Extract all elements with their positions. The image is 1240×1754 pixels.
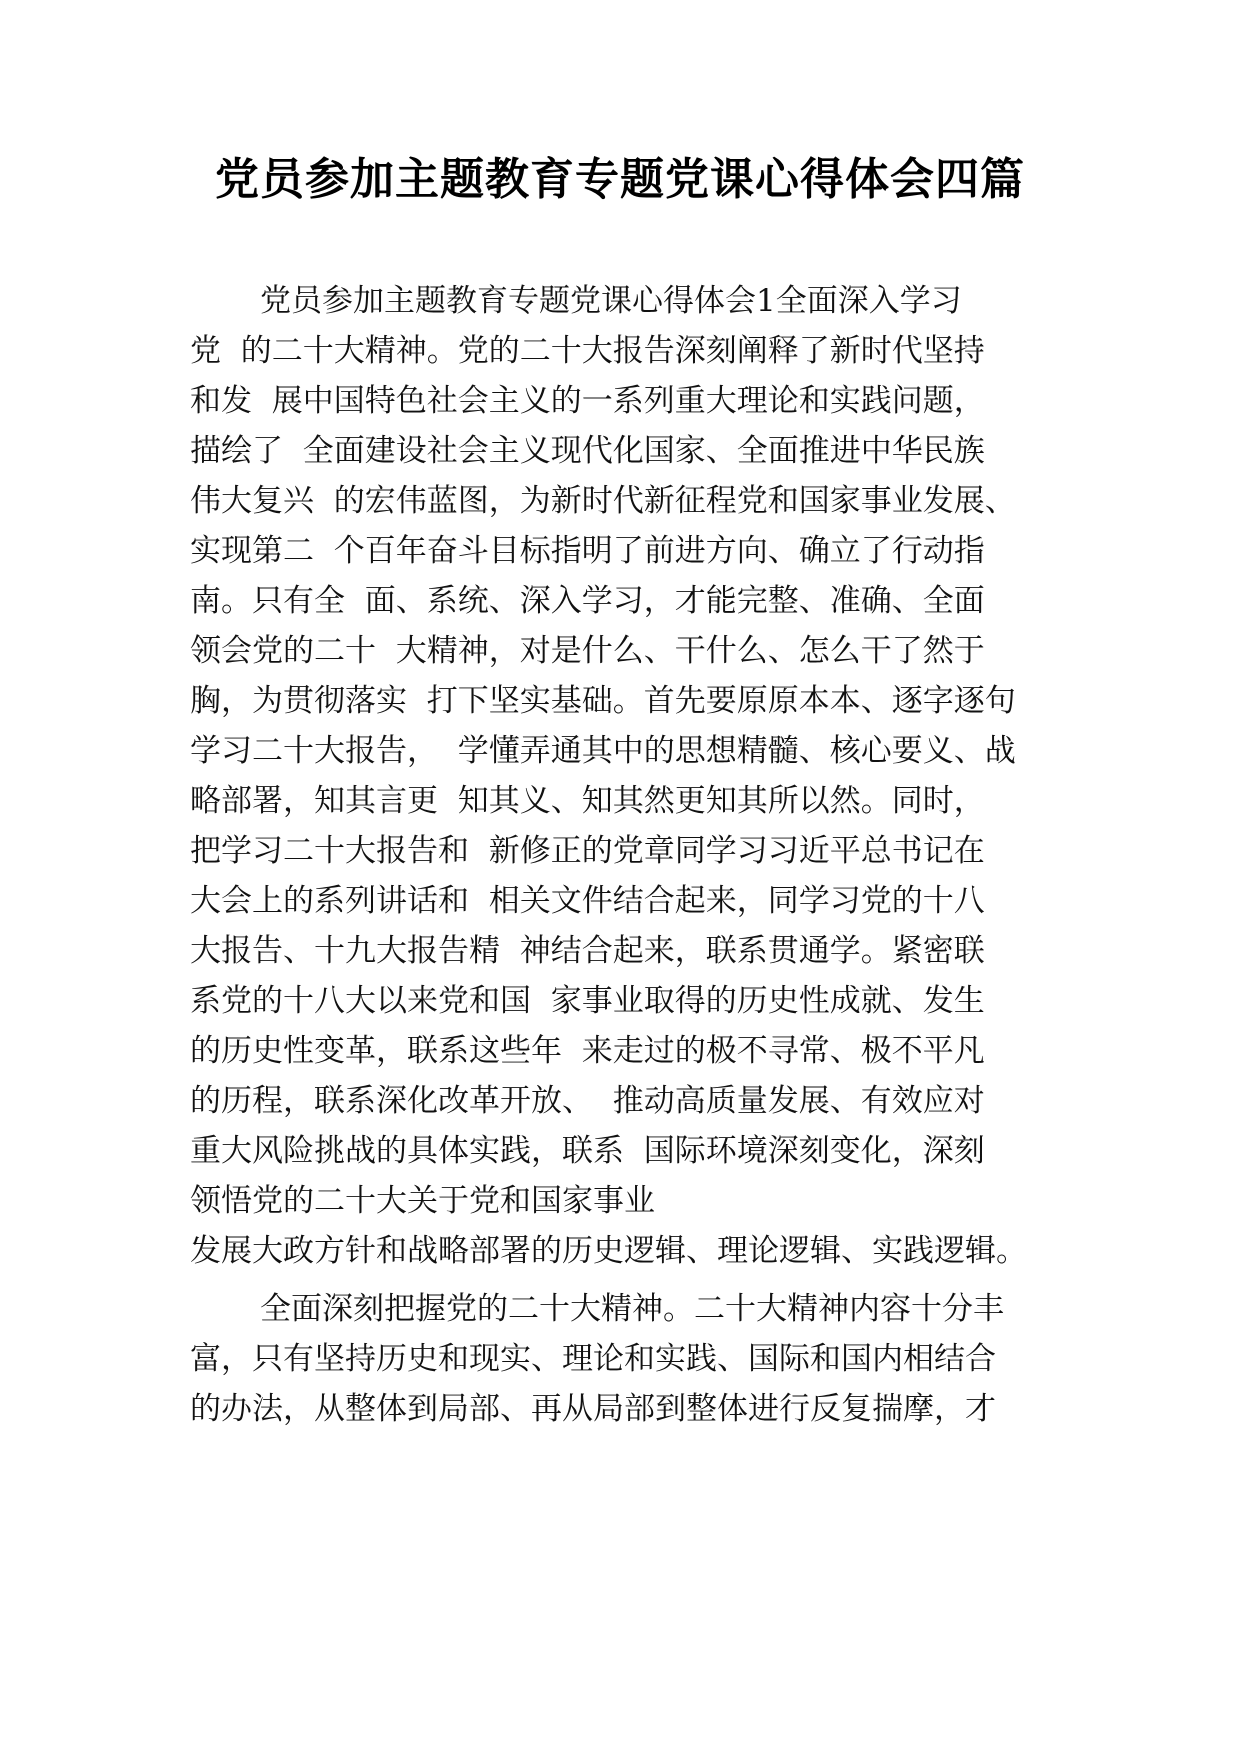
text-line: 领悟党的二十大关于党和国家事业: [190, 1183, 655, 1219]
document-title: 党员参加主题教育专题党课心得体会四篇: [215, 154, 1025, 205]
text-line: 党 的二十大精神。党的二十大报告深刻阐释了新时代坚持: [190, 333, 985, 369]
text-line: 全面深刻把握党的二十大精神。二十大精神内容十分丰: [260, 1291, 1004, 1327]
text-line: 系党的十八大以来党和国 家事业取得的历史性成就、发生: [190, 983, 985, 1019]
text-line: 和发 展中国特色社会主义的一系列重大理论和实践问题，: [190, 383, 985, 419]
paragraph-1: [190, 276, 1070, 1276]
text-line: 学习二十大报告， 学懂弄通其中的思想精髓、核心要义、战: [190, 733, 1016, 769]
text-line: 的办法，从整体到局部、再从局部到整体进行反复揣摩，才: [190, 1391, 996, 1427]
text-line: 党员参加主题教育专题党课心得体会1全面深入学习: [260, 283, 962, 319]
document-body: [190, 276, 1070, 1434]
paragraph-2: [190, 1284, 1070, 1434]
paragraph-spacer: [190, 1276, 1070, 1284]
text-line: 伟大复兴 的宏伟蓝图，为新时代新征程党和国家事业发展、: [190, 483, 1016, 519]
text-line: 实现第二 个百年奋斗目标指明了前进方向、确立了行动指: [190, 533, 985, 569]
text-line: 的历史性变革，联系这些年 来走过的极不寻常、极不平凡: [190, 1033, 985, 1069]
text-line: 富，只有坚持历史和现实、理论和实践、国际和国内相结合: [190, 1341, 996, 1377]
text-line: 把学习二十大报告和 新修正的党章同学习习近平总书记在: [190, 833, 985, 869]
text-line: 略部署，知其言更 知其义、知其然更知其所以然。同时，: [190, 783, 985, 819]
text-line: 南。只有全 面、系统、深入学习，才能完整、准确、全面: [190, 583, 985, 619]
text-line: 领会党的二十 大精神，对是什么、干什么、怎么干了然于: [190, 633, 985, 669]
text-line: 大会上的系列讲话和 相关文件结合起来，同学习党的十八: [190, 883, 985, 919]
text-line: 胸，为贯彻落实 打下坚实基础。首先要原原本本、逐字逐句: [190, 683, 1016, 719]
text-line: 发展大政方针和战略部署的历史逻辑、理论逻辑、实践逻辑。: [190, 1233, 1027, 1269]
text-line: 描绘了 全面建设社会主义现代化国家、全面推进中华民族: [190, 433, 985, 469]
text-line: 重大风险挑战的具体实践，联系 国际环境深刻变化，深刻: [190, 1133, 985, 1169]
text-line: 的历程，联系深化改革开放、 推动高质量发展、有效应对: [190, 1083, 985, 1119]
text-line: 大报告、十九大报告精 神结合起来，联系贯通学。紧密联: [190, 933, 985, 969]
